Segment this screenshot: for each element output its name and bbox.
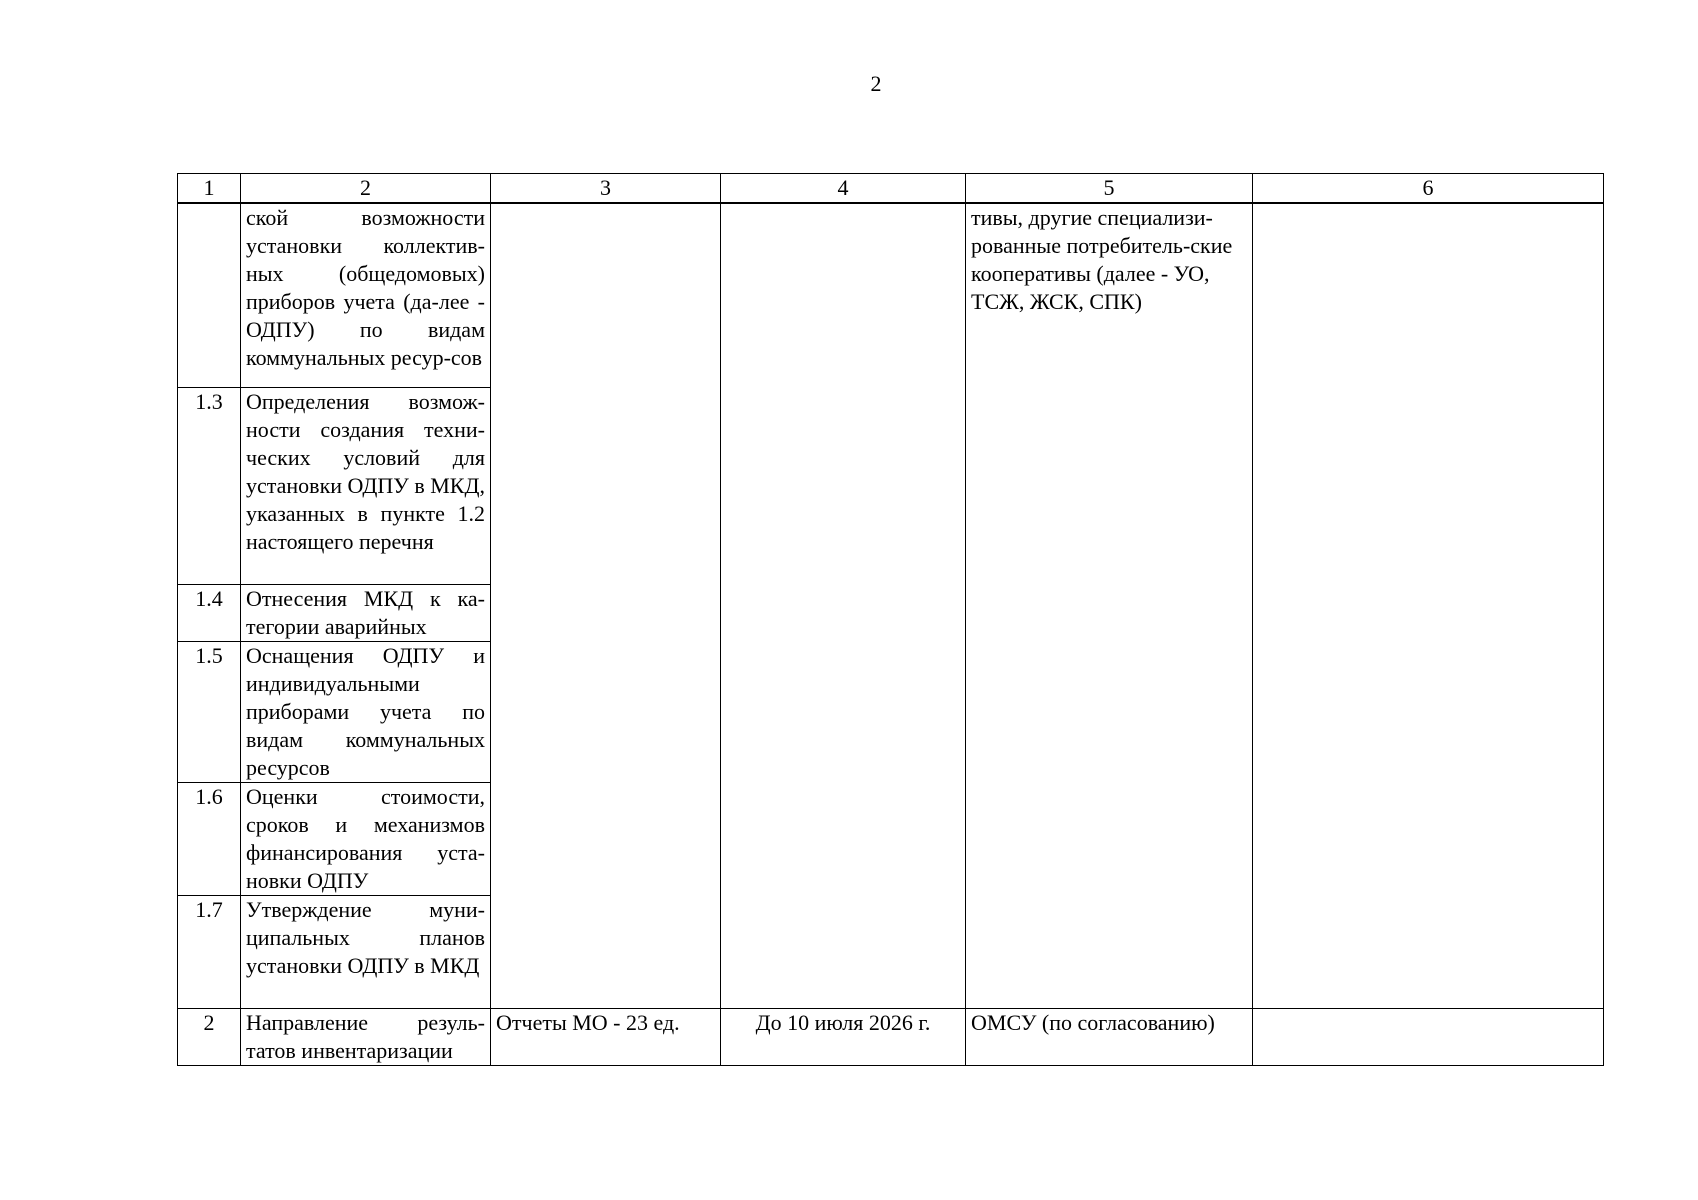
- merged-col-6: [1253, 203, 1604, 1008]
- page-number: 2: [870, 71, 882, 96]
- row-col-5: ОМСУ (по согласованию): [966, 1008, 1253, 1065]
- merged-col-5: тивы, другие специализи-рованные потребитель-ские кооперативы (далее - УО, ТСЖ, ЖСК, СПК): [966, 203, 1253, 1008]
- table-row: [178, 1008, 1604, 1065]
- row-number: 1.5: [178, 641, 241, 782]
- header-col-1: 1: [178, 174, 241, 204]
- row-number: 1.7: [178, 895, 241, 1008]
- header-col-5: 5: [966, 174, 1253, 204]
- row-text: Определения возмож-ности создания техни-ческих условий для установки ОДПУ в МКД, указанных в пункте 1.2 настоящего перечня: [241, 387, 491, 584]
- table-row: [178, 203, 1604, 387]
- row-number: [178, 203, 241, 387]
- row-number: 2: [178, 1008, 241, 1065]
- row-col-3: Отчеты МО - 23 ед.: [491, 1008, 721, 1065]
- row-col-6: [1253, 1008, 1604, 1065]
- merged-col-4: [721, 203, 966, 1008]
- plan-table: [177, 173, 1604, 1066]
- row-text: ской возможности установки коллектив-ных (общедомовых) приборов учета (да-лее - ОДПУ) по видам коммунальных ресур-сов: [241, 203, 491, 387]
- header-col-4: 4: [721, 174, 966, 204]
- header-col-6: 6: [1253, 174, 1604, 204]
- row-text: Оценки стоимости, сроков и механизмов финансирования уста-новки ОДПУ: [241, 782, 491, 895]
- row-col-4: До 10 июля 2026 г.: [721, 1008, 966, 1065]
- row-text: Утверждение муни-ципальных планов установки ОДПУ в МКД: [241, 895, 491, 1008]
- row-number: 1.4: [178, 584, 241, 641]
- header-col-2: 2: [241, 174, 491, 204]
- row-number: 1.6: [178, 782, 241, 895]
- row-text: Оснащения ОДПУ и индивидуальными приборами учета по видам коммунальных ресурсов: [241, 641, 491, 782]
- table-header-row: [178, 174, 1604, 204]
- header-col-3: 3: [491, 174, 721, 204]
- row-text: Направление резуль-татов инвентаризации: [241, 1008, 491, 1065]
- row-number: 1.3: [178, 387, 241, 584]
- row-text: Отнесения МКД к ка-тегории аварийных: [241, 584, 491, 641]
- merged-col-3: [491, 203, 721, 1008]
